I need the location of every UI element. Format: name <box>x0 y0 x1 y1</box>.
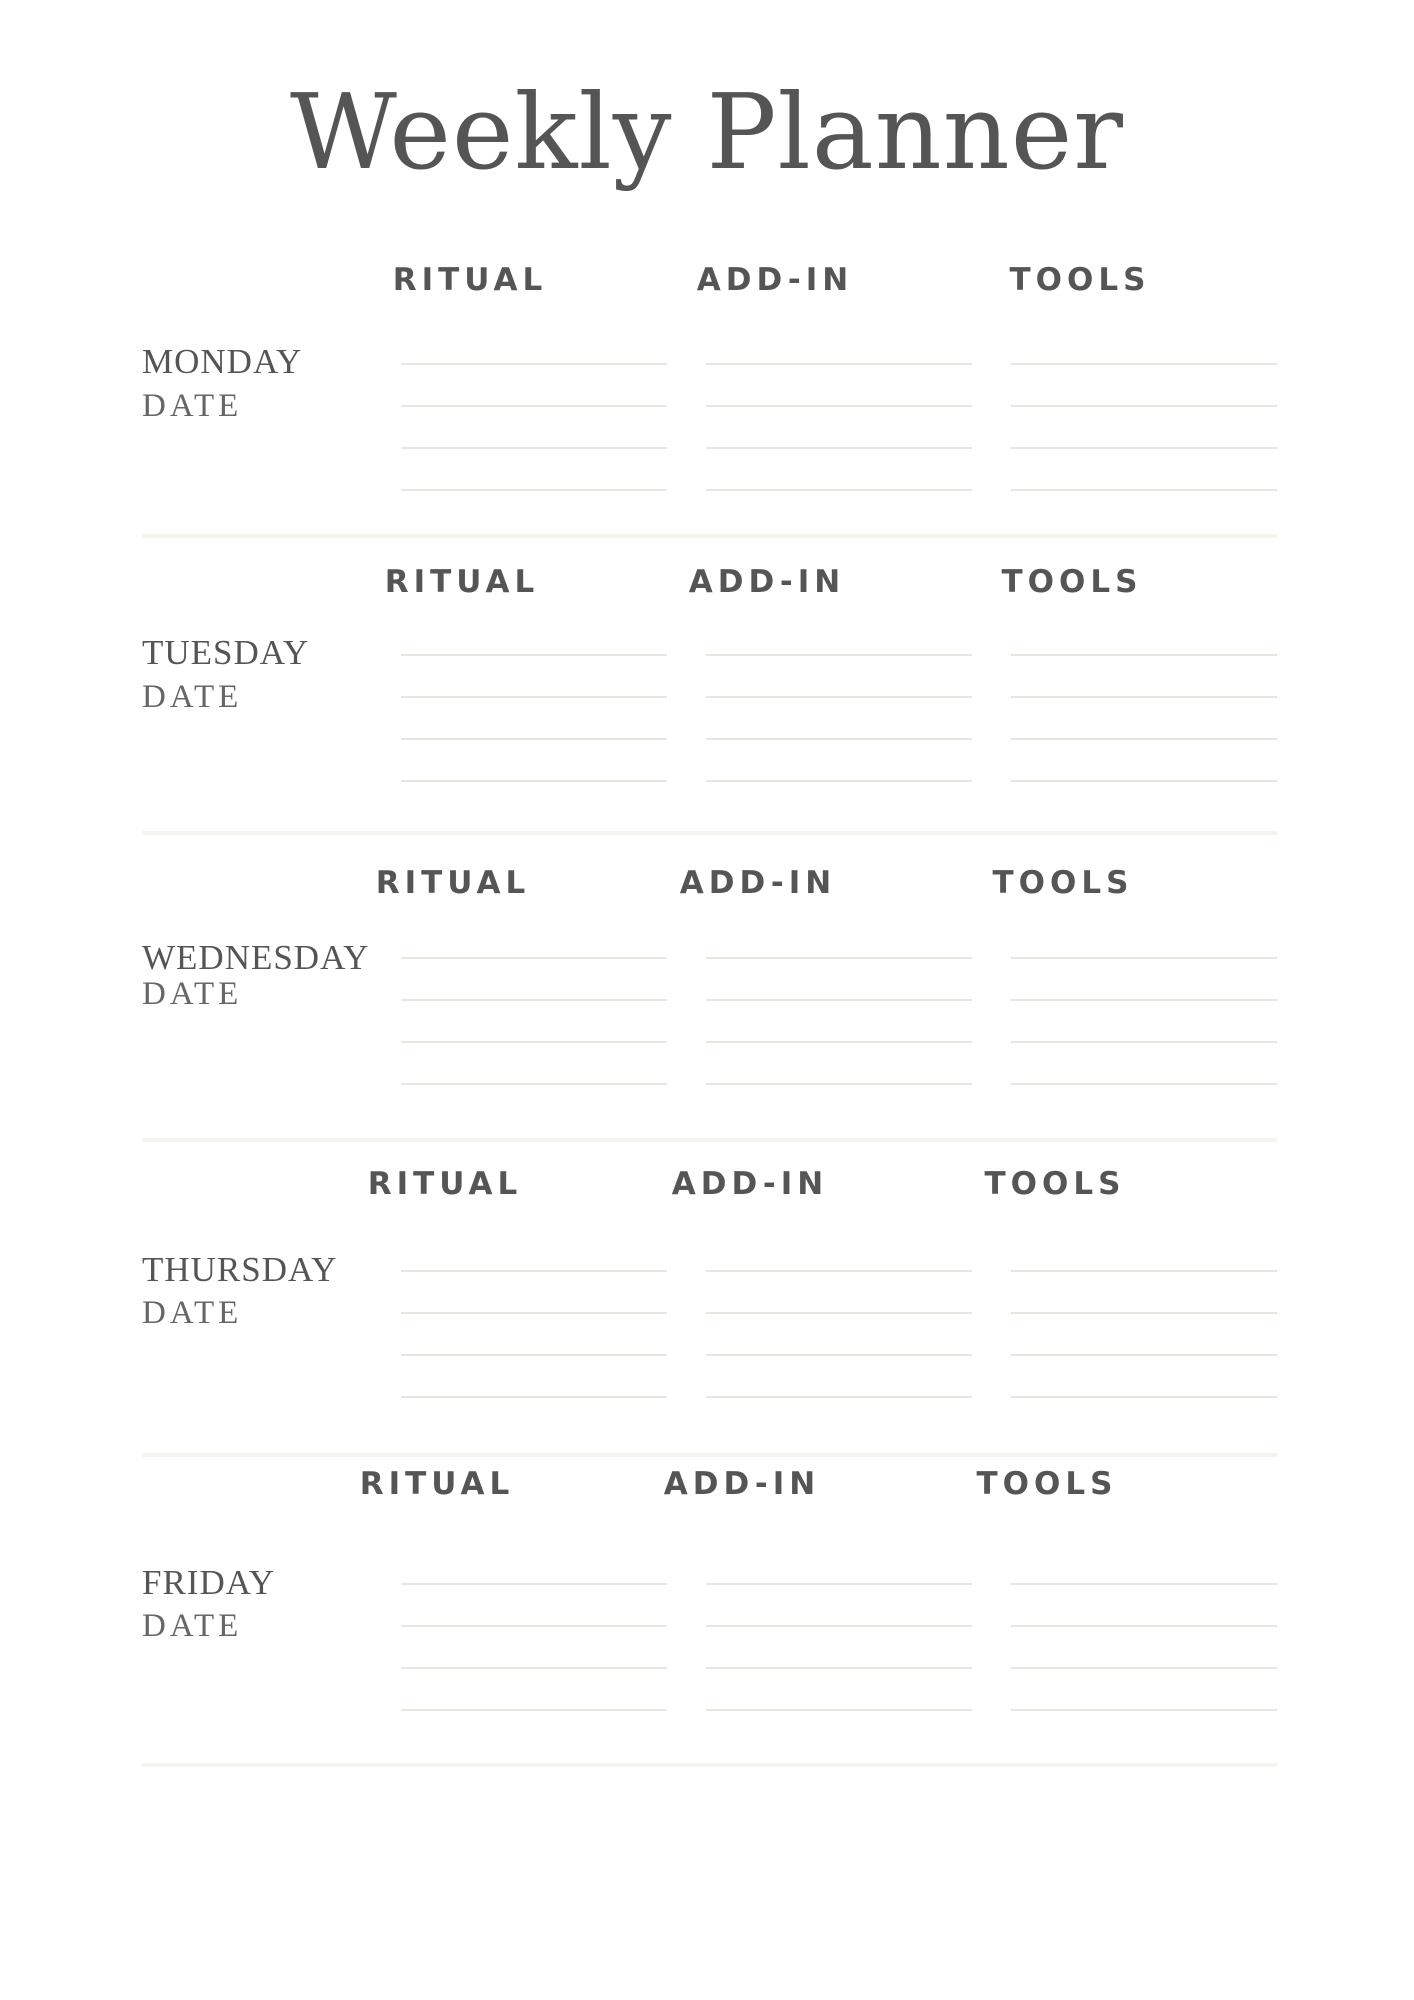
section-divider <box>142 1138 1277 1142</box>
writing-line-tools[interactable] <box>1011 489 1277 491</box>
writing-line-tools[interactable] <box>1011 1709 1277 1711</box>
column-header-add-in: ADD-IN <box>696 262 854 298</box>
writing-line-tools[interactable] <box>1011 447 1277 449</box>
column-header-ritual: RITUAL <box>375 865 531 901</box>
column-header-ritual: RITUAL <box>367 1166 523 1202</box>
writing-line-tools[interactable] <box>1011 1312 1277 1314</box>
writing-line-add-in[interactable] <box>706 780 972 782</box>
writing-line-add-in[interactable] <box>706 405 972 407</box>
writing-line-add-in[interactable] <box>706 738 972 740</box>
column-header-ritual: RITUAL <box>392 262 548 298</box>
writing-line-tools[interactable] <box>1011 1396 1277 1398</box>
column-header-tools: TOOLS <box>1009 262 1151 298</box>
day-name-tuesday: TUESDAY <box>142 633 310 672</box>
writing-line-ritual[interactable] <box>401 1354 667 1356</box>
writing-line-ritual[interactable] <box>401 696 667 698</box>
writing-line-ritual[interactable] <box>401 1270 667 1272</box>
column-header-tools: TOOLS <box>1001 564 1143 600</box>
writing-line-ritual[interactable] <box>401 1312 667 1314</box>
writing-line-add-in[interactable] <box>706 447 972 449</box>
writing-line-ritual[interactable] <box>401 1667 667 1669</box>
column-header-tools: TOOLS <box>992 865 1134 901</box>
column-header-tools: TOOLS <box>976 1466 1118 1502</box>
column-header-add-in: ADD-IN <box>688 564 846 600</box>
writing-line-add-in[interactable] <box>706 489 972 491</box>
writing-line-add-in[interactable] <box>706 1667 972 1669</box>
writing-line-add-in[interactable] <box>706 1083 972 1085</box>
writing-line-tools[interactable] <box>1011 1041 1277 1043</box>
writing-line-ritual[interactable] <box>401 738 667 740</box>
date-label: DATE <box>142 976 243 1012</box>
page-title: Weekly Planner <box>289 71 1125 193</box>
writing-line-tools[interactable] <box>1011 1354 1277 1356</box>
writing-line-ritual[interactable] <box>401 363 667 365</box>
writing-line-ritual[interactable] <box>401 1583 667 1585</box>
writing-line-tools[interactable] <box>1011 1625 1277 1627</box>
writing-line-add-in[interactable] <box>706 1354 972 1356</box>
writing-line-ritual[interactable] <box>401 999 667 1001</box>
writing-line-ritual[interactable] <box>401 447 667 449</box>
writing-line-ritual[interactable] <box>401 1625 667 1627</box>
writing-line-tools[interactable] <box>1011 696 1277 698</box>
column-header-add-in: ADD-IN <box>663 1466 821 1502</box>
day-name-thursday: THURSDAY <box>142 1250 338 1289</box>
date-label: DATE <box>142 1608 243 1644</box>
writing-line-add-in[interactable] <box>706 1041 972 1043</box>
writing-line-tools[interactable] <box>1011 1583 1277 1585</box>
date-label: DATE <box>142 388 243 424</box>
date-label: DATE <box>142 1295 243 1331</box>
writing-line-tools[interactable] <box>1011 957 1277 959</box>
date-label: DATE <box>142 679 243 715</box>
writing-line-add-in[interactable] <box>706 1312 972 1314</box>
writing-line-ritual[interactable] <box>401 1709 667 1711</box>
day-name-friday: FRIDAY <box>142 1563 276 1602</box>
column-header-add-in: ADD-IN <box>671 1166 829 1202</box>
writing-line-add-in[interactable] <box>706 654 972 656</box>
writing-line-ritual[interactable] <box>401 1396 667 1398</box>
column-header-ritual: RITUAL <box>359 1466 515 1502</box>
writing-line-ritual[interactable] <box>401 1083 667 1085</box>
writing-line-tools[interactable] <box>1011 405 1277 407</box>
writing-line-tools[interactable] <box>1011 780 1277 782</box>
writing-line-ritual[interactable] <box>401 405 667 407</box>
writing-line-add-in[interactable] <box>706 1270 972 1272</box>
writing-line-tools[interactable] <box>1011 738 1277 740</box>
writing-line-ritual[interactable] <box>401 489 667 491</box>
day-name-monday: MONDAY <box>142 342 303 381</box>
column-header-add-in: ADD-IN <box>679 865 837 901</box>
writing-line-tools[interactable] <box>1011 1667 1277 1669</box>
writing-line-add-in[interactable] <box>706 999 972 1001</box>
section-divider <box>142 1763 1277 1767</box>
writing-line-add-in[interactable] <box>706 1709 972 1711</box>
writing-line-add-in[interactable] <box>706 957 972 959</box>
section-divider <box>142 534 1277 538</box>
writing-line-add-in[interactable] <box>706 363 972 365</box>
writing-line-tools[interactable] <box>1011 1083 1277 1085</box>
writing-line-ritual[interactable] <box>401 1041 667 1043</box>
section-divider <box>142 831 1277 835</box>
writing-line-ritual[interactable] <box>401 780 667 782</box>
writing-line-add-in[interactable] <box>706 1625 972 1627</box>
day-name-wednesday: WEDNESDAY <box>142 938 370 977</box>
column-header-tools: TOOLS <box>984 1166 1126 1202</box>
writing-line-add-in[interactable] <box>706 1583 972 1585</box>
writing-line-tools[interactable] <box>1011 999 1277 1001</box>
writing-line-tools[interactable] <box>1011 1270 1277 1272</box>
writing-line-tools[interactable] <box>1011 654 1277 656</box>
writing-line-tools[interactable] <box>1011 363 1277 365</box>
writing-line-add-in[interactable] <box>706 1396 972 1398</box>
writing-line-add-in[interactable] <box>706 696 972 698</box>
section-divider <box>142 1453 1277 1457</box>
column-header-ritual: RITUAL <box>384 564 540 600</box>
writing-line-ritual[interactable] <box>401 654 667 656</box>
writing-line-ritual[interactable] <box>401 957 667 959</box>
